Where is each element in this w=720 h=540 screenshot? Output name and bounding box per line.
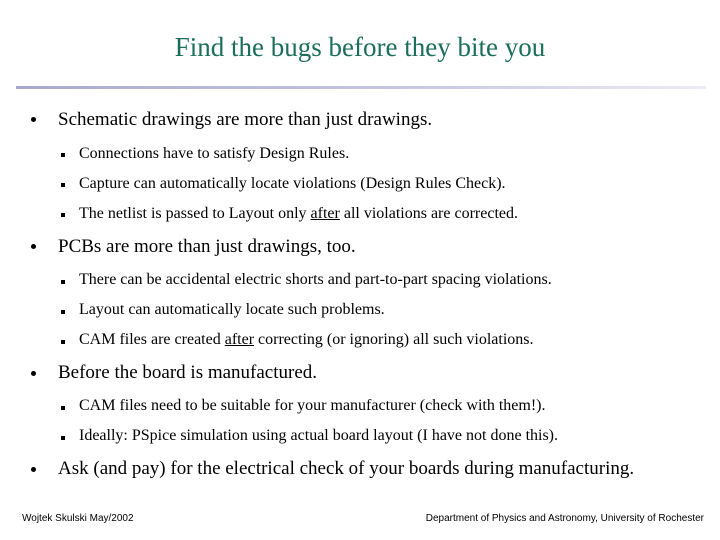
sub-bullet-netlist — [79, 206, 518, 222]
sub-bullet-square — [61, 406, 65, 410]
sub-bullet-cam-files — [79, 332, 534, 348]
bullet-dot — [31, 371, 36, 376]
bullet-electrical-check: Ask (and pay) for the electrical check of your boards during manufacturing. — [58, 458, 635, 479]
footer-author: Wojtek Skulski May/2002 — [22, 513, 134, 524]
cam-text-after: correcting (or ignoring) all such violations. — [254, 331, 534, 348]
cam-emphasis-after: after — [224, 331, 255, 348]
bullet-dot — [31, 467, 36, 472]
netlist-emphasis-after: after — [310, 205, 340, 222]
bullet-pcbs: PCBs are more than just drawings, too. — [58, 236, 356, 257]
sub-bullet-cam-suitable: CAM files need to be suitable for your manufacturer (check with them!). — [79, 397, 546, 414]
sub-bullet-pspice: Ideally: PSpice simulation using actual board layout (I have not done this). — [79, 427, 559, 444]
sub-bullet-square — [61, 183, 65, 187]
sub-bullet-design-rules: Connections have to satisfy Design Rules. — [79, 145, 350, 162]
bullet-dot — [31, 244, 36, 249]
title-divider — [16, 86, 706, 89]
sub-bullet-square — [61, 280, 65, 284]
sub-bullet-square — [61, 213, 65, 217]
sub-bullet-layout-locate: Layout can automatically locate such problems. — [79, 301, 385, 318]
slide-title: Find the bugs before they bite you — [174, 32, 546, 62]
netlist-text-before: The netlist is passed to Layout only — [79, 205, 311, 222]
bullet-before-manufactured: Before the board is manufactured. — [58, 362, 318, 383]
bullet-dot — [31, 117, 36, 122]
sub-bullet-shorts: There can be accidental electric shorts and part-to-part spacing violations. — [79, 271, 552, 288]
cam-text-before: CAM files are created — [79, 331, 225, 348]
footer-department: Department of Physics and Astronomy, University of Rochester — [425, 513, 704, 524]
sub-bullet-square — [61, 310, 65, 314]
sub-bullet-capture-drc: Capture can automatically locate violations (Design Rules Check). — [79, 175, 506, 192]
bullet-schematic: Schematic drawings are more than just drawings. — [58, 109, 433, 130]
sub-bullet-square — [61, 153, 65, 157]
sub-bullet-square — [61, 436, 65, 440]
netlist-text-after: all violations are corrected. — [339, 205, 518, 222]
sub-bullet-square — [61, 340, 65, 344]
